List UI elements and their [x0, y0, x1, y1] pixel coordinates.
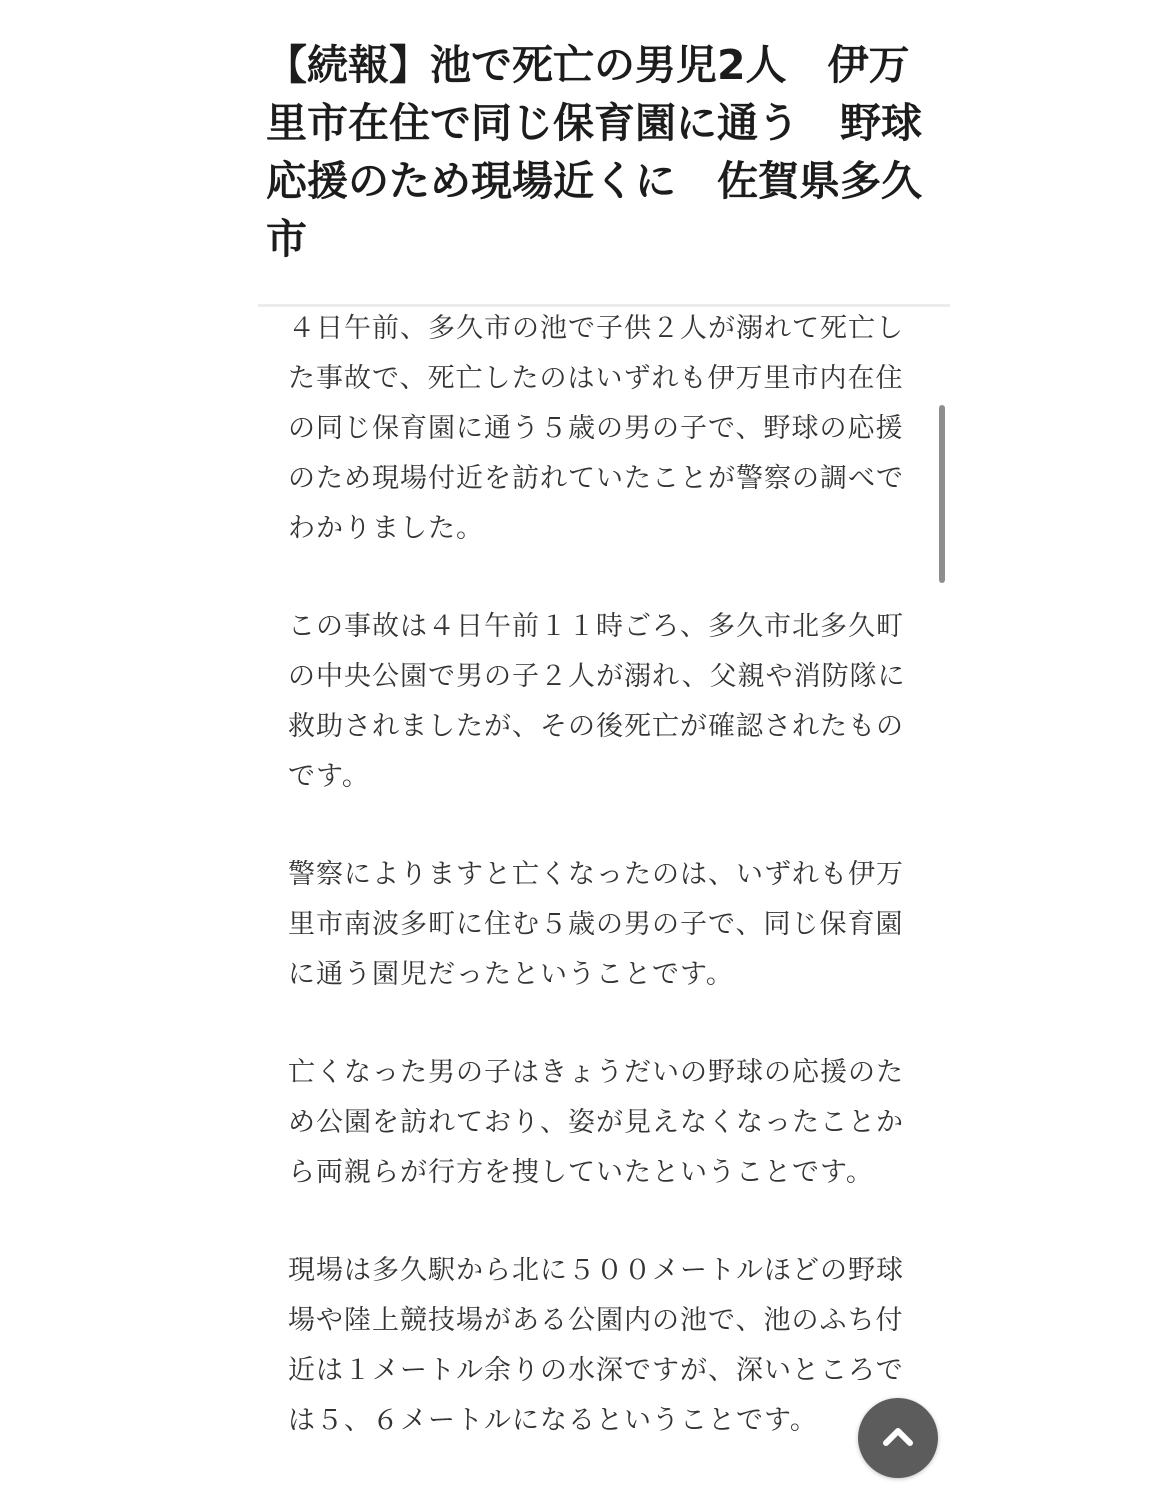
- article-paragraph: 亡くなった男の子はきょうだいの野球の応援のため公園を訪れており、姿が見えなくなったことから両親らが行方を捜していたということです。: [288, 1057, 904, 1188]
- article-body: [288, 304, 916, 1494]
- article-paragraph: この事故は４日午前１１時ごろ、多久市北多久町の中央公園で男の子２人が溺れ、父親や消防隊に救助されましたが、その後死亡が確認されたものです。: [288, 611, 906, 792]
- scroll-to-top-button[interactable]: [858, 1398, 938, 1478]
- chevron-up-icon: [878, 1416, 918, 1456]
- article-paragraph: ４日午前、多久市の池で子供２人が溺れて死亡した事故で、死亡したのはいずれも伊万里市内在住の同じ保育園に通う５歳の男の子で、野球の応援のため現場付近を訪れていたことが警察の調べでわかりました。: [288, 313, 904, 544]
- article-headline: 【続報】池で死亡の男児2人 伊万里市在住で同じ保育園に通う 野球応援のため現場近くに 佐賀県多久市: [266, 41, 922, 263]
- article-paragraph: 現場は多久駅から北に５００メートルほどの野球場や陸上競技場がある公園内の池で、池のふち付近は１メートル余りの水深ですが、深いところでは５、６メートルになるということです。: [288, 1255, 904, 1436]
- article-paragraph: 警察によりますと亡くなったのは、いずれも伊万里市南波多町に住む５歳の男の子で、同じ保育園に通う園児だったということです。: [288, 859, 904, 990]
- scrollbar-thumb[interactable]: [939, 405, 945, 583]
